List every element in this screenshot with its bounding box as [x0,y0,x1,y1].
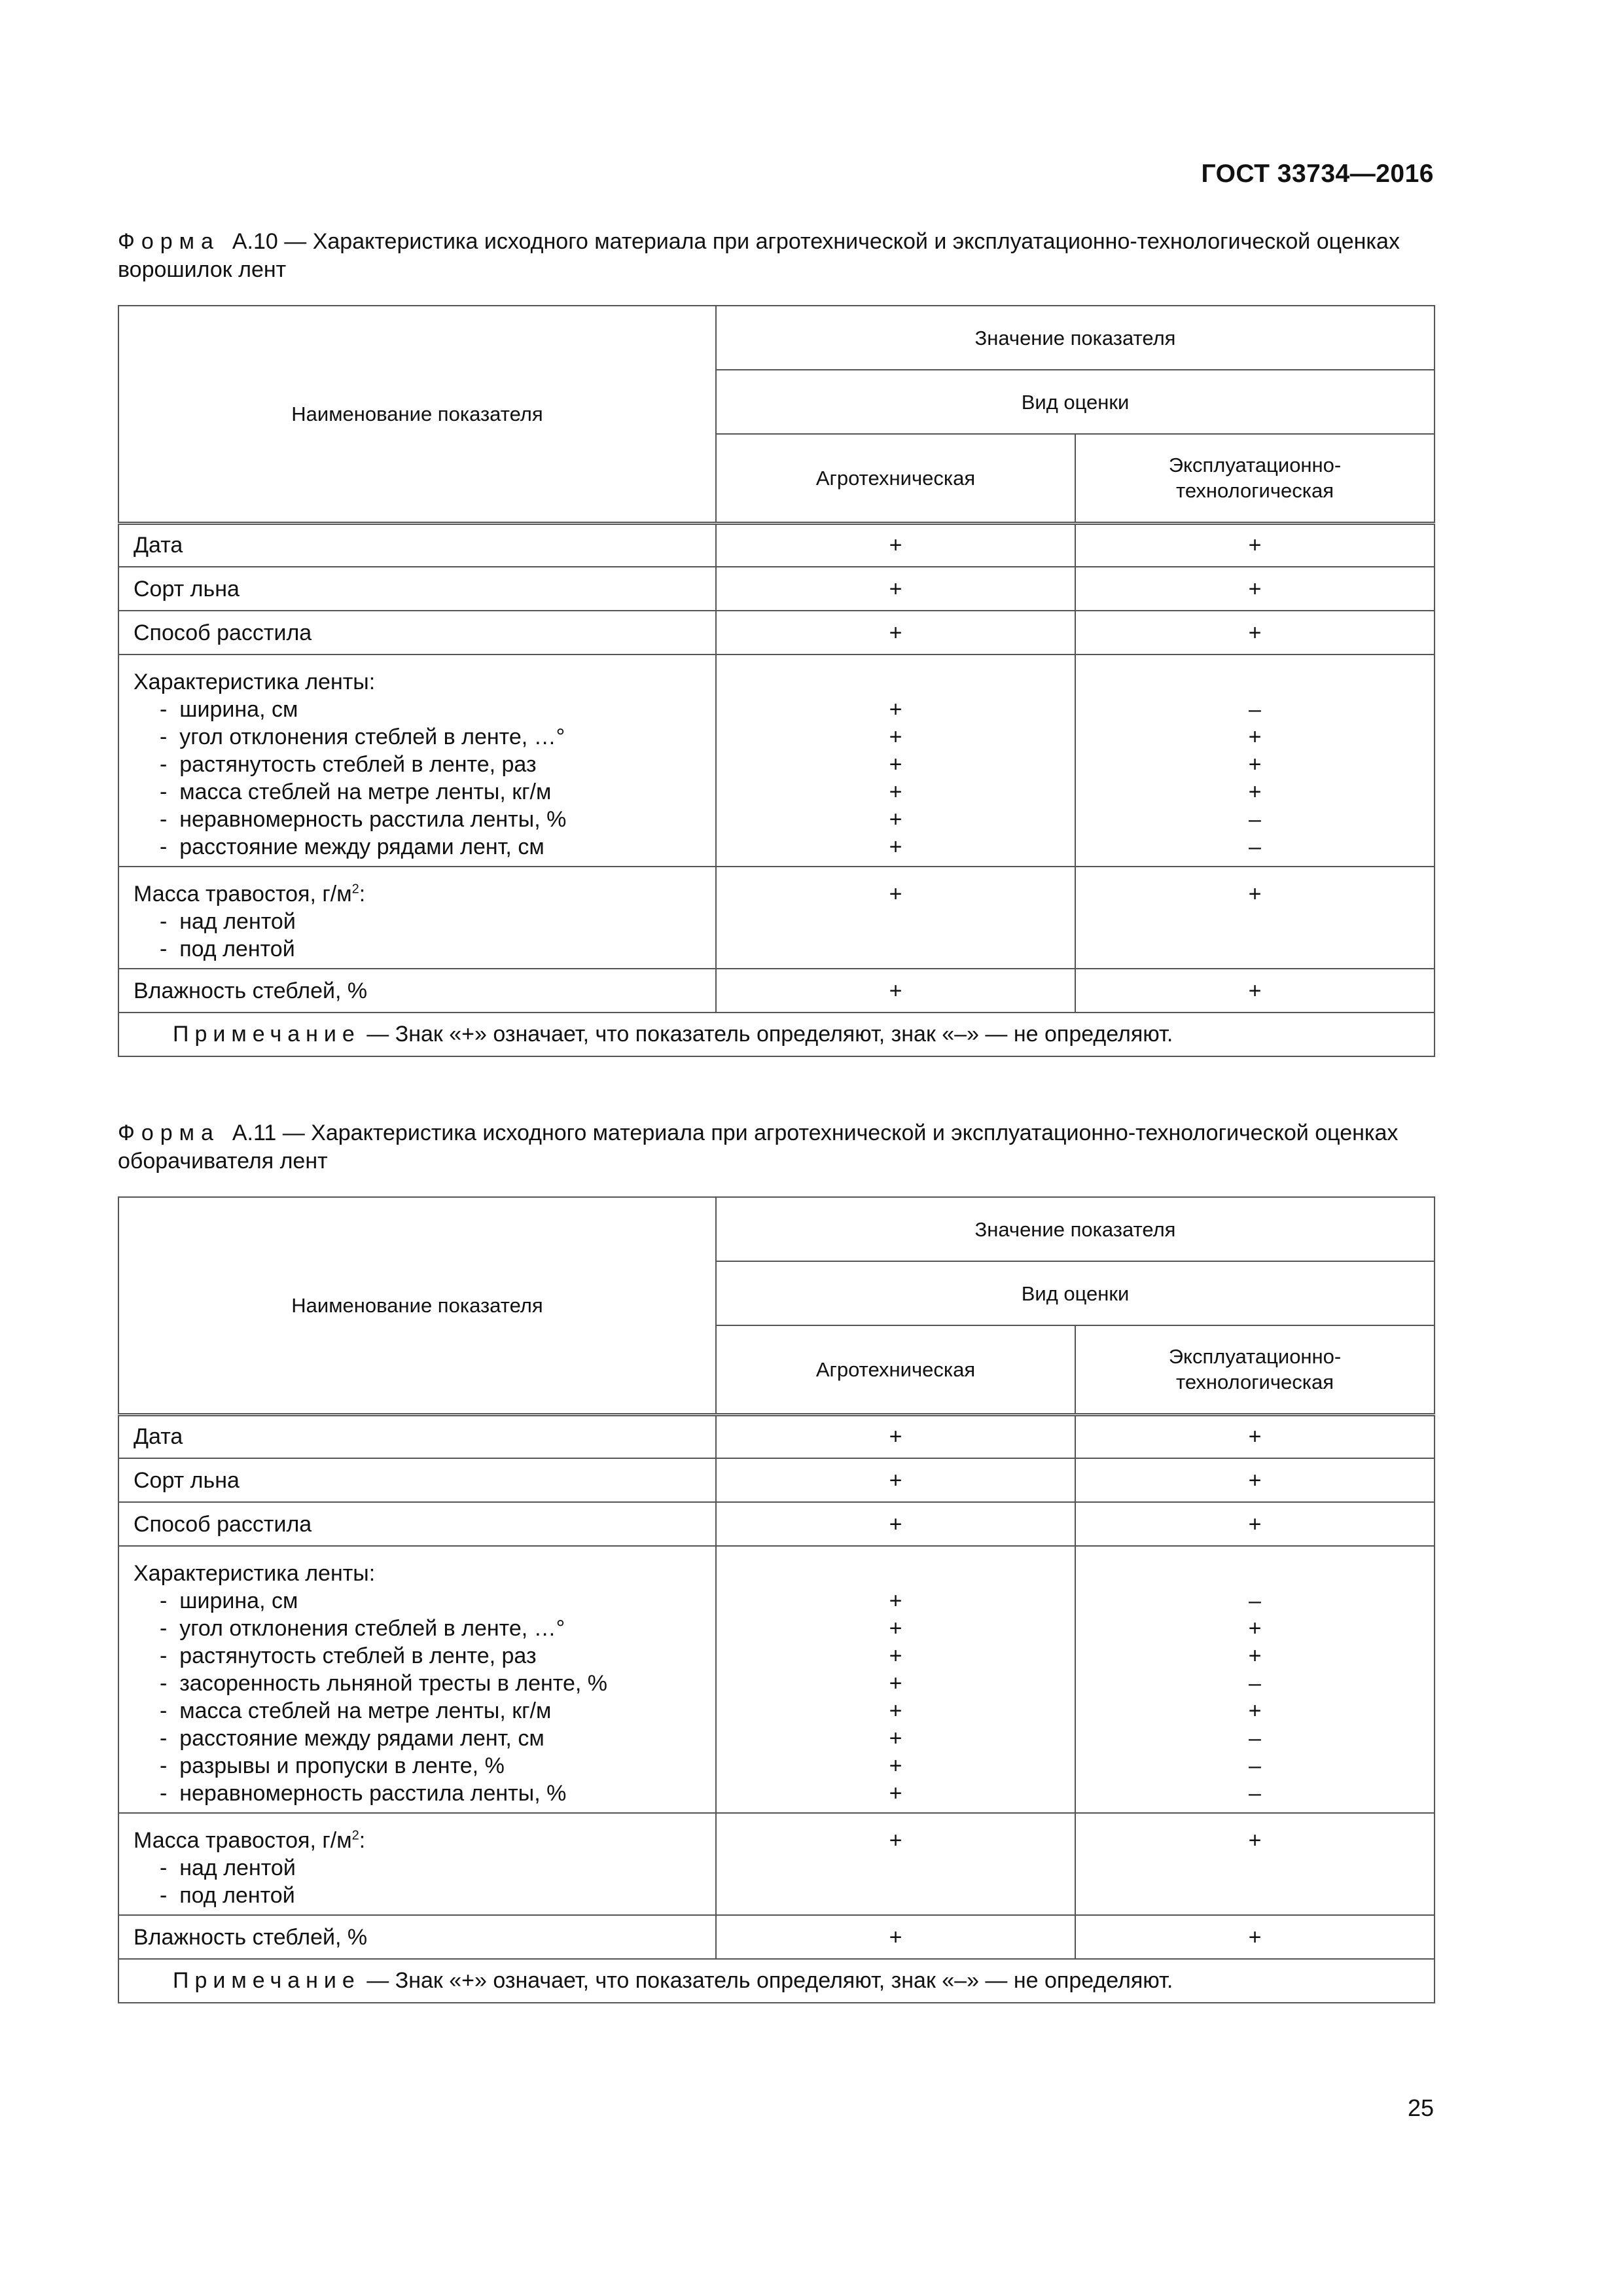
expl-mark: + [1248,1643,1262,1668]
agro-mark: + [889,725,902,749]
expl-mark: – [1249,697,1261,722]
agro-mark: + [889,697,902,722]
agro-mark: + [716,969,1075,1013]
page-number: 25 [1407,2094,1434,2121]
list-item: - ширина, см [134,696,715,723]
agro-mark: + [889,1588,902,1613]
agro-mark: + [889,1698,902,1723]
agro-mark: + [716,1915,1075,1959]
agro-mark: + [889,1643,902,1668]
column-header-value: Значение показателя [716,1197,1435,1261]
list-item: - над лентой [134,908,715,935]
row-label: Способ расстила [118,1502,716,1546]
table-row [118,611,1435,655]
expl-mark: – [1249,1671,1261,1696]
expl-mark: – [1249,1726,1261,1751]
list-item: - неравномерность расстила ленты, % [134,1780,715,1807]
agro-mark: + [889,1781,902,1806]
expl-mark: – [1249,1781,1261,1806]
column-header-name: Наименование показателя [118,1197,716,1414]
expl-mark: – [1249,1753,1261,1778]
agro-mark: + [889,1616,902,1641]
column-header-agro: Агротехническая [716,434,1075,523]
expl-mark: + [1248,752,1262,777]
agro-mark: + [716,1502,1075,1546]
row-label-group [118,1813,716,1915]
row-label: Дата [118,523,716,567]
row-label: Характеристика ленты: [134,670,376,694]
expl-mark: + [1075,611,1435,655]
table-row [118,1502,1435,1546]
list-item: - расстояние между рядами лент, см [134,833,715,861]
row-label: Масса травостоя, $г/м^2$: [134,1828,366,1853]
expl-mark: + [1075,1813,1435,1915]
expl-marks [1075,1546,1435,1813]
row-label: Сорт льна [118,567,716,611]
row-label-group [118,1546,716,1813]
list-item: - под лентой [134,935,715,963]
table-form-a11 [118,1196,1435,2003]
form-number: А.11 [232,1121,277,1145]
row-label: Влажность стеблей, % [118,969,716,1013]
agro-marks [716,1546,1075,1813]
list-item: - масса стеблей на метре ленты, кг/м [134,1697,715,1725]
expl-marks [1075,655,1435,867]
form-caption-a10 [118,228,1434,284]
column-header-kind: Вид оценки [716,370,1435,434]
expl-mark: + [1075,867,1435,969]
column-header-expl: Эксплуатационно-технологическая [1075,434,1435,523]
expl-mark: + [1075,1915,1435,1959]
table-form-a10 [118,305,1435,1057]
row-label: Способ расстила [118,611,716,655]
agro-mark: + [716,523,1075,567]
expl-mark: + [1075,969,1435,1013]
agro-mark: + [716,1458,1075,1502]
form-number: А.10 [232,229,278,254]
column-header-value: Значение показателя [716,306,1435,370]
list-item: - неравномерность расстила ленты, % [134,806,715,833]
list-item: - над лентой [134,1854,715,1882]
list-item: - под лентой [134,1882,715,1909]
list-item: - засоренность льняной тресты в ленте, % [134,1670,715,1697]
agro-mark: + [889,752,902,777]
agro-marks [716,655,1075,867]
note-word: Примечание [173,1968,361,1993]
expl-mark: + [1248,1698,1262,1723]
expl-mark: + [1075,1502,1435,1546]
row-label: Сорт льна [118,1458,716,1502]
table-row [118,969,1435,1013]
column-header-agro: Агротехническая [716,1325,1075,1414]
agro-mark: + [889,834,902,859]
row-label: Масса травостоя, $г/м^2$: [134,882,366,906]
table-row [118,523,1435,567]
form-word: Форма [118,229,220,254]
list-item: - ширина, см [134,1587,715,1615]
column-header-expl: Эксплуатационно-технологическая [1075,1325,1435,1414]
agro-mark: + [716,867,1075,969]
row-label: Влажность стеблей, % [118,1915,716,1959]
row-label-group [118,867,716,969]
expl-mark: – [1249,807,1261,832]
row-label-group [118,655,716,867]
list-item: - угол отклонения стеблей в ленте, …° [134,723,715,751]
table-row [118,1458,1435,1502]
expl-mark: – [1249,834,1261,859]
table-note-row [118,1959,1435,2003]
table-row [118,567,1435,611]
agro-mark: + [889,1753,902,1778]
column-header-kind: Вид оценки [716,1261,1435,1325]
expl-mark: – [1249,1588,1261,1613]
table-row [118,1915,1435,1959]
list-item: - растянутость стеблей в ленте, раз [134,1642,715,1670]
list-item: - растянутость стеблей в ленте, раз [134,751,715,778]
list-item: - расстояние между рядами лент, см [134,1725,715,1752]
standard-number: ГОСТ 33734—2016 [1201,160,1434,188]
table-row [118,1546,1435,1813]
table-note-row [118,1013,1435,1056]
agro-mark: + [889,1726,902,1751]
expl-mark: + [1248,725,1262,749]
row-label: Характеристика ленты: [134,1561,376,1586]
note-text: — Знак «+» означает, что показатель определяют, знак «–» — не определяют. [360,1968,1173,1993]
agro-mark: + [716,611,1075,655]
form-caption-a11 [118,1119,1434,1175]
table-note [118,1959,1435,2003]
note-text: — Знак «+» означает, что показатель определяют, знак «–» — не определяют. [360,1022,1173,1047]
row-label: Дата [118,1414,716,1458]
agro-mark: + [716,1414,1075,1458]
expl-mark: + [1075,567,1435,611]
expl-mark: + [1075,1414,1435,1458]
table-row [118,655,1435,867]
form-title: — Характеристика исходного материала при агротехнической и эксплуатационно-технологической оценках оборачивателя лент [118,1121,1399,1174]
agro-mark: + [889,780,902,804]
superscript: 2 [351,882,359,897]
form-word: Форма [118,1121,220,1145]
agro-mark: + [889,807,902,832]
table-row [118,867,1435,969]
agro-mark: + [716,1813,1075,1915]
table-note [118,1013,1435,1056]
list-item: - угол отклонения стеблей в ленте, …° [134,1615,715,1642]
list-item: - разрывы и пропуски в ленте, % [134,1752,715,1780]
column-header-name: Наименование показателя [118,306,716,523]
table-row [118,1813,1435,1915]
agro-mark: + [716,567,1075,611]
form-title: — Характеристика исходного материала при агротехнической и эксплуатационно-технологической оценках ворошилок лент [118,229,1400,282]
expl-mark: + [1248,1616,1262,1641]
expl-mark: + [1248,780,1262,804]
note-word: Примечание [173,1022,361,1047]
table-row [118,1414,1435,1458]
agro-mark: + [889,1671,902,1696]
expl-mark: + [1075,523,1435,567]
superscript: 2 [351,1828,359,1843]
expl-mark: + [1075,1458,1435,1502]
list-item: - масса стеблей на метре ленты, кг/м [134,778,715,806]
